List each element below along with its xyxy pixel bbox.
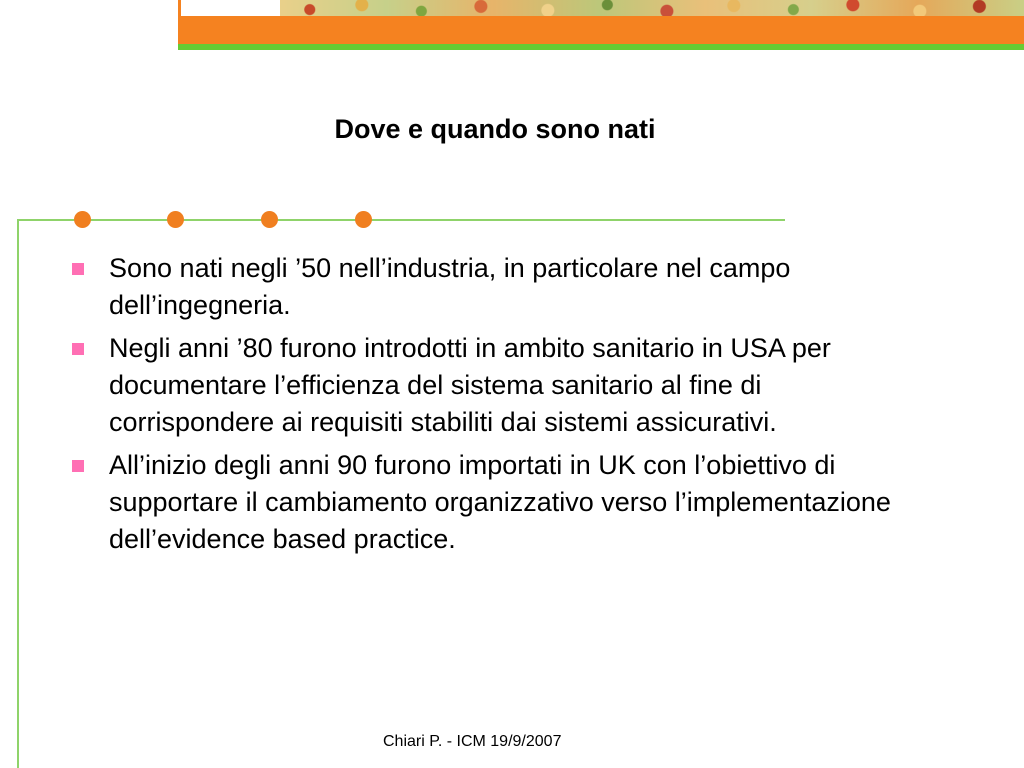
bullet-item: [72, 330, 932, 441]
bullet-item: [72, 250, 932, 324]
bullet-text: Negli anni ’80 furono introdotti in ambito sanitario in USA per documentare l’efficienza del sistema sanitario al fine di corrispondere ai requisiti stabiliti dai sistemi assicurativi.: [109, 333, 831, 437]
square-bullet-icon: [72, 263, 84, 275]
slide-footer: Chiari P. - ICM 19/9/2007: [383, 733, 562, 750]
square-bullet-icon: [72, 343, 84, 355]
divider-dot: [355, 211, 372, 228]
slide-title: Dove e quando sono nati: [334, 114, 656, 144]
divider-dot: [74, 211, 91, 228]
square-bullet-icon: [72, 460, 84, 472]
banner-green-bar: [178, 44, 1024, 50]
bullet-item: [72, 447, 932, 558]
bullet-list: [72, 250, 932, 564]
banner-orange-bar: [178, 16, 1024, 44]
bullet-text: Sono nati negli ’50 nell’industria, in particolare nel campo dell’ingegneria.: [109, 253, 791, 320]
horizontal-divider: [18, 219, 785, 221]
divider-dot: [261, 211, 278, 228]
vertical-divider: [17, 219, 19, 768]
bullet-text: All’inizio degli anni 90 furono importati in UK con l’obiettivo di supportare il cambiamento organizzativo verso l’implementazione dell’evidence based practice.: [109, 450, 891, 554]
banner-image: [280, 0, 1024, 16]
divider-dot: [167, 211, 184, 228]
